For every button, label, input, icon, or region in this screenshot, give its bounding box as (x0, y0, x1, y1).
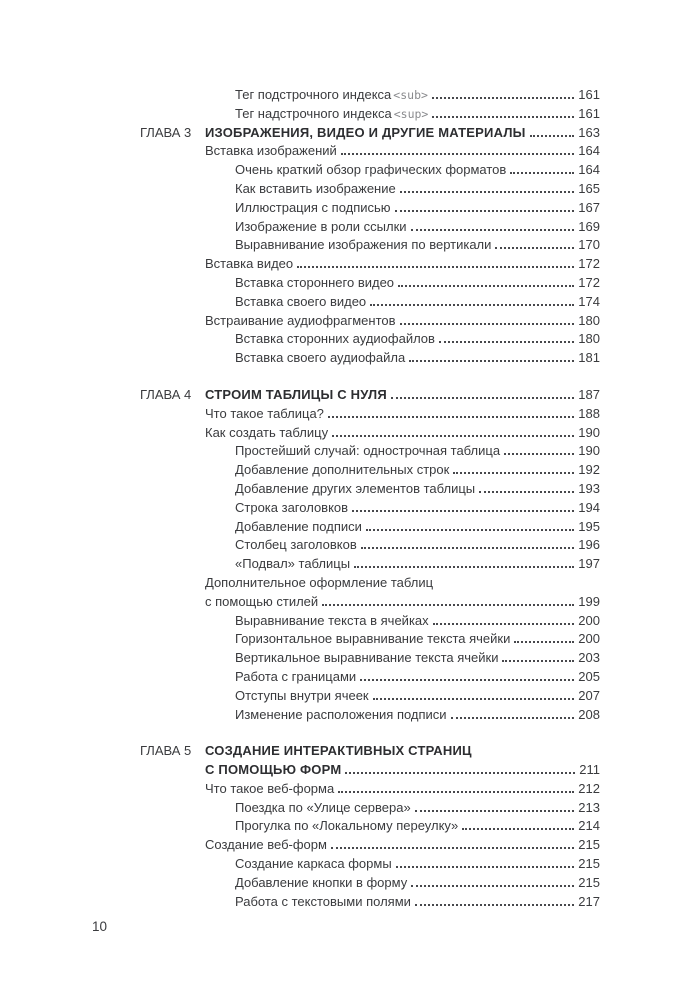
toc-entry-code: <sup> (393, 106, 429, 121)
dot-leader (360, 679, 574, 681)
toc-entry-title: Иллюстрация с подписью (235, 199, 391, 215)
toc-entry-title: Столбец заголовков (235, 537, 357, 553)
toc-entry-title: Изменение расположения подписи (235, 706, 447, 722)
toc-row (140, 874, 600, 893)
toc-entry-title: Выравнивание изображения по вертикали (235, 237, 492, 253)
toc-entry-page: 217 (578, 893, 600, 909)
dot-leader (395, 210, 575, 212)
toc-entry-title: Добавление кнопки в форму (235, 874, 408, 890)
dot-leader (345, 772, 575, 774)
toc-row (140, 386, 600, 405)
dot-leader (502, 660, 574, 662)
dot-leader (415, 810, 575, 812)
toc-entry-page: 180 (578, 312, 600, 328)
toc-entry-page: 196 (578, 537, 600, 553)
toc-entry-title: СОЗДАНИЕ ИНТЕРАКТИВНЫХ СТРАНИЦ (205, 743, 472, 759)
dot-leader (400, 323, 575, 325)
toc-entry-title: Тег подстрочного индекса (235, 87, 392, 102)
dot-leader (462, 828, 574, 830)
toc-row (140, 442, 600, 461)
toc-entry-title: Простейший случай: однострочная таблица (235, 443, 501, 459)
toc-entry-title: Что такое веб-форма (205, 780, 335, 796)
toc-entry-page: 181 (578, 350, 600, 366)
dot-leader (504, 453, 574, 455)
toc-row (140, 536, 600, 555)
toc-row (140, 349, 600, 368)
dot-leader (451, 717, 575, 719)
toc-entry-page: 164 (578, 162, 600, 178)
toc-entry-page: 180 (578, 331, 600, 347)
toc-entry-page: 197 (578, 556, 600, 572)
toc-entry-page: 190 (578, 443, 600, 459)
toc-row (140, 161, 600, 180)
toc-entry-title: Работа с текстовыми полями (235, 893, 411, 909)
toc-entry-page: 169 (578, 218, 600, 234)
toc-entry-title: Прогулка по «Локальному переулку» (235, 818, 459, 834)
toc-entry-title: «Подвал» таблицы (235, 556, 351, 572)
dot-leader (411, 885, 574, 887)
dot-leader (433, 623, 575, 625)
dot-leader (453, 472, 574, 474)
toc-row (140, 105, 600, 124)
toc-row (140, 612, 600, 631)
toc-row (140, 649, 600, 668)
toc-entry-title: Вставка видео (205, 256, 294, 272)
chapter-label: ГЛАВА 3 (140, 124, 192, 140)
toc-row (140, 574, 600, 593)
toc-entry-page: 172 (578, 256, 600, 272)
toc-row (140, 293, 600, 312)
toc-entry-title: Как создать таблицу (205, 424, 329, 440)
dot-leader (510, 172, 574, 174)
toc-entry-page: 214 (578, 818, 600, 834)
toc-row (140, 461, 600, 480)
toc-row (140, 255, 600, 274)
toc-entry-page: 161 (578, 87, 600, 102)
dot-leader (297, 266, 574, 268)
dot-leader (366, 529, 574, 531)
toc-entry-page: 207 (578, 687, 600, 703)
toc-entry-page: 172 (578, 274, 600, 290)
dot-leader (338, 791, 574, 793)
toc-entry-title: Горизонтальное выравнивание текста ячейки (235, 631, 511, 647)
dot-leader (432, 116, 574, 118)
toc-entry-title: Поездка по «Улице сервера» (235, 799, 411, 815)
toc-row (140, 274, 600, 293)
dot-leader (479, 491, 574, 493)
toc-entry-page: 203 (578, 650, 600, 666)
dot-leader (370, 304, 574, 306)
toc-entry-page: 211 (579, 762, 600, 778)
toc-entry-title: Создание каркаса формы (235, 856, 392, 872)
toc-entry-title: Строка заголовков (235, 499, 349, 515)
toc-entry-title: Работа с границами (235, 668, 357, 684)
toc-row (140, 499, 600, 518)
toc-entry-title: Добавление подписи (235, 518, 362, 534)
toc-row (140, 199, 600, 218)
toc-entry-page: 163 (578, 124, 600, 140)
toc-row (140, 799, 600, 818)
toc-entry-page: 188 (578, 405, 600, 421)
dot-leader (322, 604, 574, 606)
toc-row (140, 855, 600, 874)
toc-entry-title: Добавление других элементов таблицы (235, 480, 476, 496)
toc-entry-page: 190 (578, 424, 600, 440)
toc-row (140, 687, 600, 706)
toc-entry-title: Что такое таблица? (205, 405, 324, 421)
toc-entry-title: Тег надстрочного индекса (235, 105, 392, 121)
toc-row (140, 480, 600, 499)
toc-entry-page: 161 (578, 105, 600, 121)
toc-entry-title: ИЗОБРАЖЕНИЯ, ВИДЕО И ДРУГИЕ МАТЕРИАЛЫ (205, 124, 526, 140)
toc-entry-page: 195 (578, 518, 600, 534)
dot-leader (373, 698, 575, 700)
dot-leader (495, 247, 574, 249)
dot-leader (352, 510, 574, 512)
toc-entry-title: С ПОМОЩЬЮ ФОРМ (205, 762, 342, 778)
dot-leader (415, 904, 574, 906)
chapter-label: ГЛАВА 5 (140, 743, 192, 759)
toc-row (140, 836, 600, 855)
toc-entry-page: 165 (578, 180, 600, 196)
dot-leader (354, 566, 574, 568)
toc-row (140, 424, 600, 443)
toc-entry-page: 200 (578, 612, 600, 628)
toc-entry-page: 215 (578, 856, 600, 872)
toc-entry-page: 167 (578, 199, 600, 215)
table-of-contents (140, 86, 600, 911)
dot-leader (409, 360, 574, 362)
toc-entry-title: Вставка сторонних аудиофайлов (235, 331, 435, 347)
toc-entry-title: Создание веб-форм (205, 837, 327, 853)
toc-entry-title: Вертикальное выравнивание текста ячейки (235, 650, 499, 666)
dot-leader (514, 641, 574, 643)
dot-leader (328, 416, 574, 418)
toc-entry-page: 170 (578, 237, 600, 253)
toc-entry-title: Как вставить изображение (235, 180, 396, 196)
dot-leader (411, 229, 575, 231)
toc-entry-page: 193 (578, 480, 600, 496)
toc-row (140, 124, 600, 143)
toc-entry-page: 174 (578, 293, 600, 309)
toc-entry-page: 194 (578, 499, 600, 515)
toc-entry-page: 200 (578, 631, 600, 647)
toc-entry-title: Вставка своего аудиофайла (235, 350, 406, 366)
toc-row (140, 742, 600, 761)
toc-entry-page: 208 (578, 706, 600, 722)
toc-entry-code: <sub> (393, 88, 428, 102)
toc-row (140, 405, 600, 424)
toc-row (140, 780, 600, 799)
toc-entry-title: Изображение в роли ссылки (235, 218, 407, 234)
dot-leader (530, 135, 575, 137)
toc-row (140, 312, 600, 331)
toc-row (140, 706, 600, 725)
toc-row (140, 86, 600, 105)
dot-leader (396, 866, 575, 868)
toc-entry-page: 205 (578, 668, 600, 684)
toc-entry-title: Выравнивание текста в ячейках (235, 612, 429, 628)
toc-entry-page: 215 (578, 837, 600, 853)
toc-row (140, 518, 600, 537)
toc-entry-title: Дополнительное оформление таблиц (205, 574, 434, 590)
toc-row (140, 180, 600, 199)
toc-row (140, 218, 600, 237)
toc-row (140, 893, 600, 912)
dot-leader (391, 397, 574, 399)
dot-leader (332, 435, 574, 437)
toc-entry-page: 192 (578, 462, 600, 478)
toc-row (140, 142, 600, 161)
toc-entry-title: Отступы внутри ячеек (235, 687, 369, 703)
toc-entry-title: с помощью стилей (205, 593, 319, 609)
dot-leader (341, 153, 575, 155)
toc-entry-page: 164 (578, 143, 600, 159)
dot-leader (432, 97, 574, 99)
toc-row (140, 236, 600, 255)
toc-entry-page: 215 (578, 874, 600, 890)
toc-row (140, 817, 600, 836)
toc-entry-page: 199 (578, 593, 600, 609)
toc-row (140, 630, 600, 649)
dot-leader (331, 847, 574, 849)
toc-entry-title: Встраивание аудиофрагментов (205, 312, 396, 328)
toc-row (140, 593, 600, 612)
toc-row (140, 330, 600, 349)
toc-entry-title: Вставка своего видео (235, 293, 367, 309)
toc-entry-page: 212 (578, 780, 600, 796)
toc-entry-title: Вставка стороннего видео (235, 274, 395, 290)
chapter-label: ГЛАВА 4 (140, 386, 192, 402)
dot-leader (400, 191, 575, 193)
dot-leader (361, 547, 575, 549)
toc-entry-page: 187 (578, 386, 600, 402)
toc-entry-title: Вставка изображений (205, 143, 337, 159)
toc-entry-title: Очень краткий обзор графических форматов (235, 162, 507, 178)
toc-entry-page: 213 (578, 799, 600, 815)
toc-row (140, 668, 600, 687)
toc-entry-title: СТРОИМ ТАБЛИЦЫ С НУЛЯ (205, 386, 387, 402)
toc-entry-title: Добавление дополнительных строк (235, 462, 450, 478)
dot-leader (439, 341, 574, 343)
page-number: 10 (92, 919, 108, 934)
toc-row (140, 555, 600, 574)
dot-leader (398, 285, 574, 287)
toc-row (140, 761, 600, 780)
